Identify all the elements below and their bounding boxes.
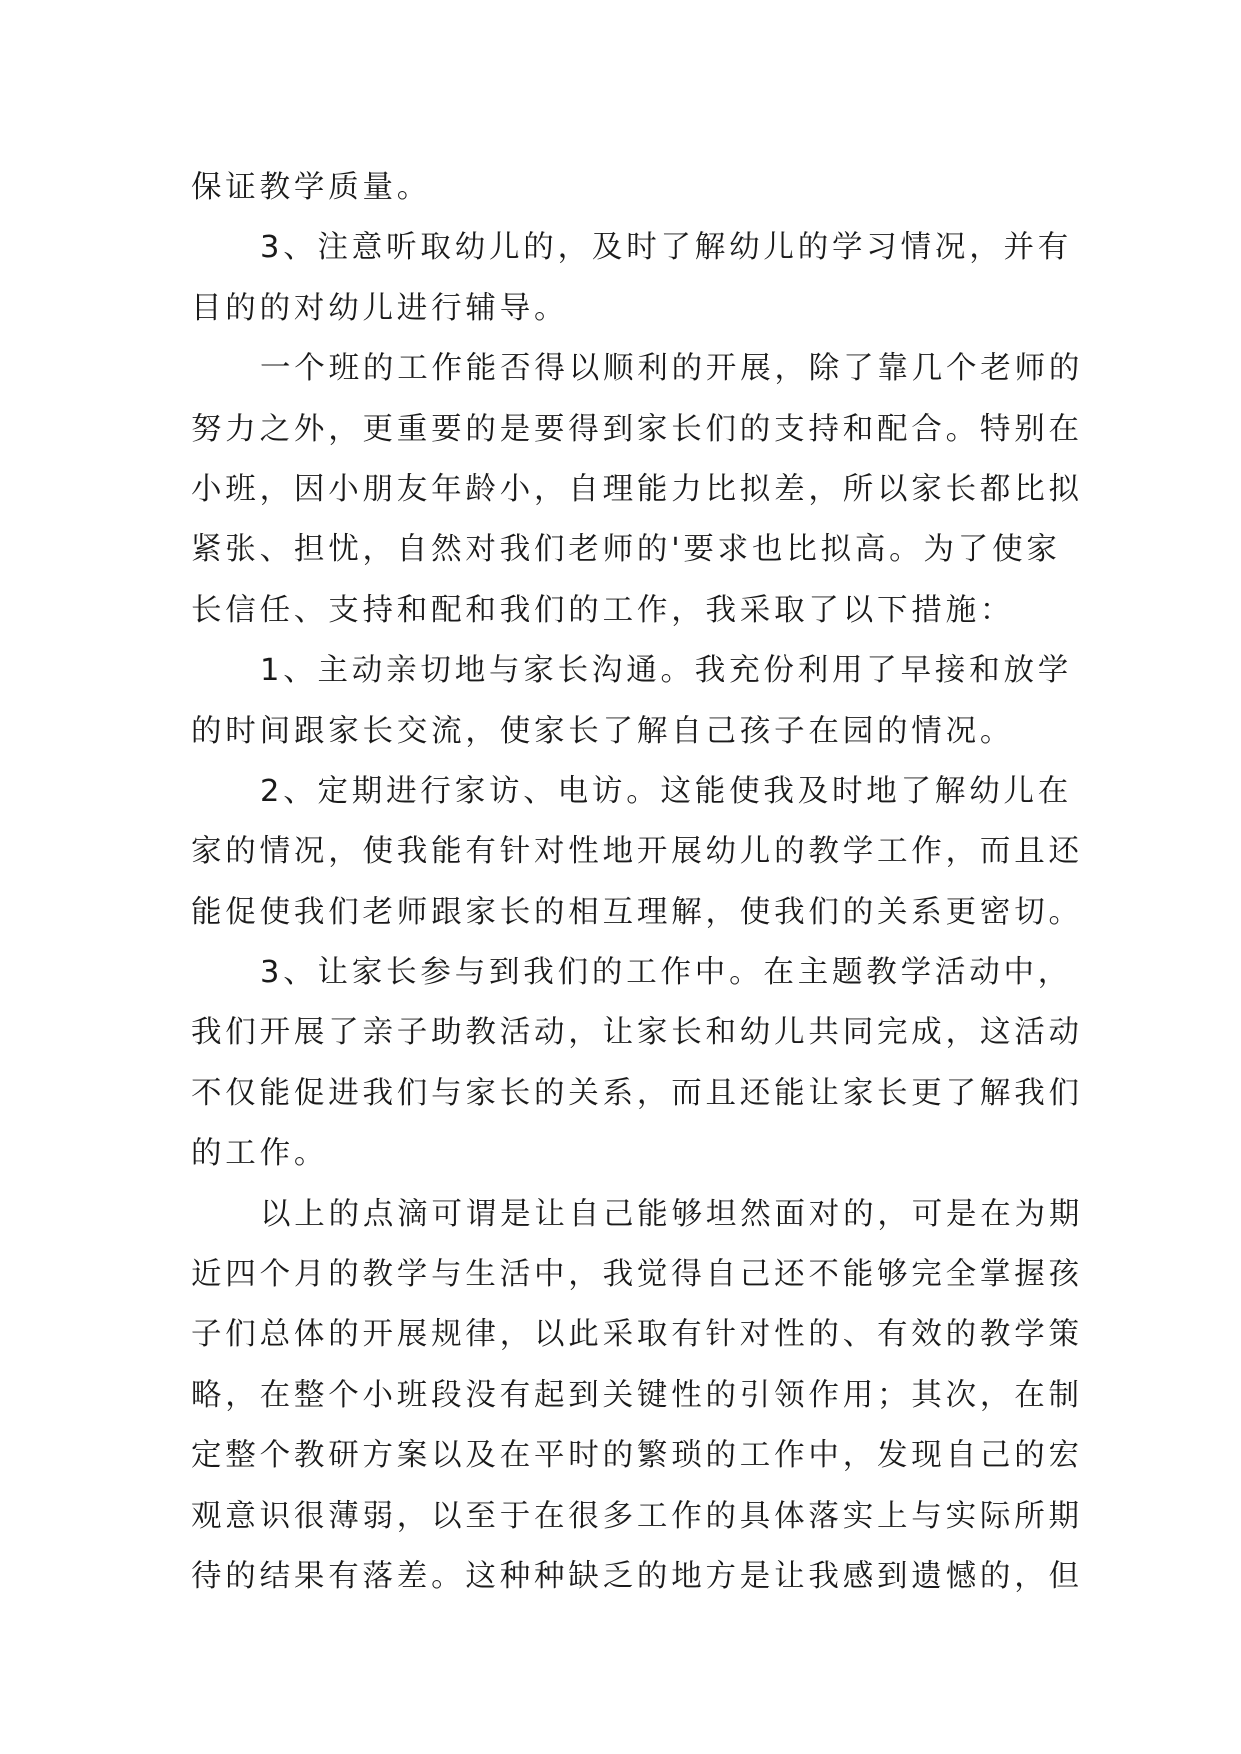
- text-line: 近四个月的教学与生活中，我觉得自己还不能够完全掌握孩: [191, 1257, 1083, 1293]
- text-line: 长信任、支持和配和我们的工作，我采取了以下措施：: [191, 592, 1015, 628]
- text-line: 的工作。: [191, 1136, 329, 1172]
- text-line: 观意识很薄弱，以至于在很多工作的具体落实上与实际所期: [191, 1498, 1083, 1534]
- text-line: 努力之外，更重要的是要得到家长们的支持和配合。特别在: [191, 411, 1083, 447]
- text-line: 不仅能促进我们与家长的关系，而且还能让家长更了解我们: [191, 1075, 1083, 1111]
- text-line: 子们总体的开展规律，以此采取有针对性的、有效的教学策: [191, 1317, 1083, 1353]
- text-line: 能促使我们老师跟家长的相互理解，使我们的关系更密切。: [191, 894, 1083, 930]
- text-line: 小班，因小朋友年龄小，自理能力比拟差，所以家长都比拟: [191, 471, 1083, 507]
- text-line: 1、主动亲切地与家长沟通。我充份利用了早接和放学: [260, 653, 1073, 689]
- text-line: 略，在整个小班段没有起到关键性的引领作用；其次，在制: [191, 1377, 1083, 1413]
- text-line: 目的的对幼儿进行辅导。: [191, 290, 569, 326]
- text-line: 的时间跟家长交流，使家长了解自己孩子在园的情况。: [191, 713, 1015, 749]
- text-line: 3、让家长参与到我们的工作中。在主题教学活动中，: [260, 955, 1073, 991]
- text-line: 待的结果有落差。这种种缺乏的地方是让我感到遗憾的，但: [191, 1558, 1083, 1594]
- text-line: 一个班的工作能否得以顺利的开展，除了靠几个老师的: [260, 351, 1084, 387]
- text-line: 紧张、担忧，自然对我们老师的'要求也比拟高。为了使家: [191, 532, 1061, 568]
- text-line: 家的情况，使我能有针对性地开展幼儿的教学工作，而且还: [191, 834, 1083, 870]
- text-line: 2、定期进行家访、电访。这能使我及时地了解幼儿在: [260, 773, 1073, 809]
- text-line: 我们开展了亲子助教活动，让家长和幼儿共同完成，这活动: [191, 1015, 1083, 1051]
- body-text: [191, 158, 1084, 1607]
- text-line: 定整个教研方案以及在平时的繁琐的工作中，发现自己的宏: [191, 1438, 1083, 1474]
- text-line: 保证教学质量。: [191, 170, 432, 205]
- text-line: 3、注意听取幼儿的，及时了解幼儿的学习情况，并有: [260, 230, 1073, 266]
- text-line: 以上的点滴可谓是让自己能够坦然面对的，可是在为期: [260, 1196, 1084, 1232]
